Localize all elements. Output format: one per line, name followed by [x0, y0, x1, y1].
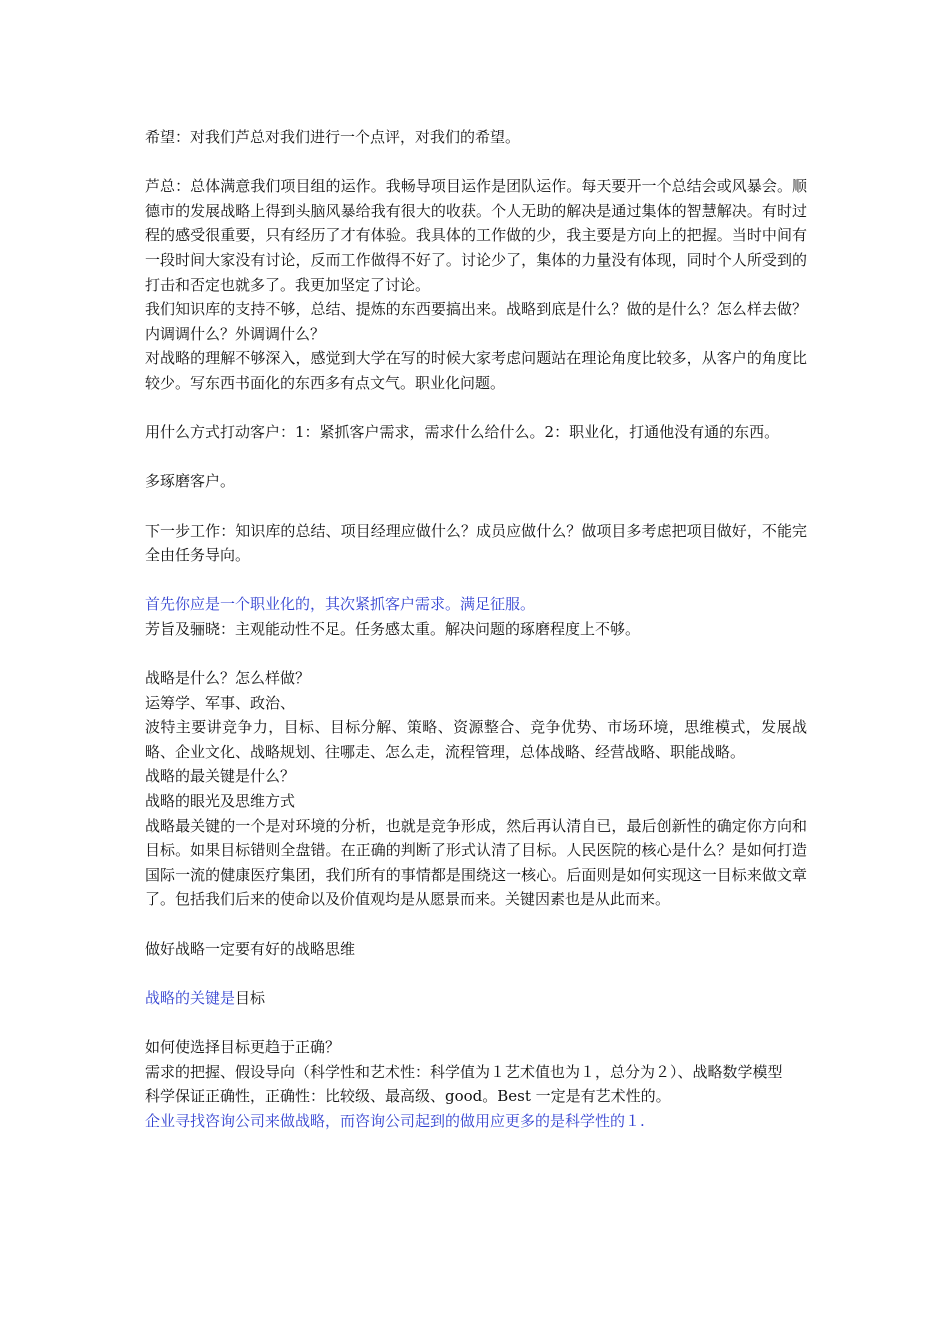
paragraph-gap [145, 961, 807, 986]
paragraph-vision-thinking: 战略的眼光及思维方式 [145, 792, 296, 811]
paragraph-hope: 希望：对我们芦总对我们进行一个点评，对我们的希望。 [145, 128, 521, 146]
paragraph-porter: 波特主要讲竞争力，目标、目标分解、策略、资源整合、竞争优势、市场环境，思维模式，发展战略、企业文化、战略规划、往哪走、怎么走，流程管理，总体战略、经营战略、职能战略。 [145, 718, 807, 761]
paragraph-next-steps: 下一步工作：知识库的总结、项目经理应做什么？成员应做什么？做项目多考虑把项目做好，不能完全由任务导向。 [145, 521, 807, 565]
paragraph-study-client: 多琢磨客户。 [145, 472, 236, 491]
paragraph-choose-goal: 如何使选择目标更趋于正确？ [145, 1037, 341, 1056]
paragraph-consulting: 企业寻找咨询公司来做战略，而咨询公司起到的做用应更多的是科学性的１. [145, 1111, 645, 1130]
paragraph-initiative: 芳旨及骊晓：主观能动性不足。任务感太重。解决问题的琢磨程度上不够。 [145, 619, 641, 638]
key-is-label: 战略的关键是 [145, 988, 236, 1007]
paragraph-gap [145, 150, 807, 175]
paragraph-key-is-goal [145, 986, 807, 1011]
paragraph-gap [145, 641, 807, 666]
paragraph-professional-first: 首先你应是一个职业化的，其次紧抓客户需求。满足征服。 [145, 595, 536, 614]
paragraph-science-art: 科学保证正确性，正确性：比较级、最高级、good。Best 一定是有艺术性的。 [145, 1087, 671, 1106]
paragraph-gap [145, 494, 807, 519]
paragraph-knowledge-base: 我们知识库的支持不够，总结、提炼的东西要搞出来。战略到底是什么？做的是什么？怎么样去做？内调调什么？外调调什么？ [145, 300, 807, 343]
paragraph-gap [145, 568, 807, 593]
paragraph-impress-client: 用什么方式打动客户：1：紧抓客户需求，需求什么给什么。2：职业化，打通他没有通的东西。 [145, 423, 780, 442]
paragraph-gap [145, 912, 807, 937]
paragraph-strategic-thinking: 做好战略一定要有好的战略思维 [145, 939, 356, 958]
paragraph-operations-research: 运筹学、军事、政治、 [145, 693, 296, 712]
paragraph-lu-comment: 芦总：总体满意我们项目组的运作。我畅导项目运作是团队运作。每天要开一个总结会或风暴会。顺德市的发展战略上得到头脑风暴给我有很大的收获。个人无助的解决是通过集体的智慧解决。有时过程的感受很重要，只有经历了才有体验。我具体的工作做的少，我主要是方向上的把握。当时中间有一段时间大家没有讨论，反而工作做得不好了。讨论少了，集体的力量没有体现，同时个人所受到的打击和否定也就多了。我更加坚定了讨论。 [145, 177, 807, 294]
paragraph-demand-grasp: 需求的把握、假设导向（科学性和艺术性：科学值为１艺术值也为１，总分为２）、战略数学模型 [145, 1062, 783, 1081]
paragraph-what-is-strategy: 战略是什么？怎么样做？ [145, 669, 311, 688]
paragraph-strategy-understanding: 对战略的理解不够深入，感觉到大学在写的时候大家考虑问题站在理论角度比较多，从客户的角度比较少。写东西书面化的东西多有点文气。职业化问题。 [145, 349, 807, 392]
paragraph-gap [145, 396, 807, 421]
paragraph-key-of-strategy: 战略的最关键是什么？ [145, 767, 296, 786]
paragraph-gap [145, 445, 807, 470]
paragraph-environment-analysis: 战略最关键的一个是对环境的分析，也就是竞争形成，然后再认清自已，最后创新性的确定你方向和目标。如果目标错则全盘错。在正确的判断了形式认清了目标。人民医院的核心是什么？是如何打造国际一流的健康医疗集团，我们所有的事情都是围绕这一核心。后面则是如何实现这一目标来做文章了。包括我们后来的使命以及价值观均是从愿景而来。关键因素也是从此而来。 [145, 816, 807, 909]
paragraph-gap [145, 1010, 807, 1035]
goal-word: 目标 [235, 988, 266, 1007]
document-body [145, 125, 807, 1133]
